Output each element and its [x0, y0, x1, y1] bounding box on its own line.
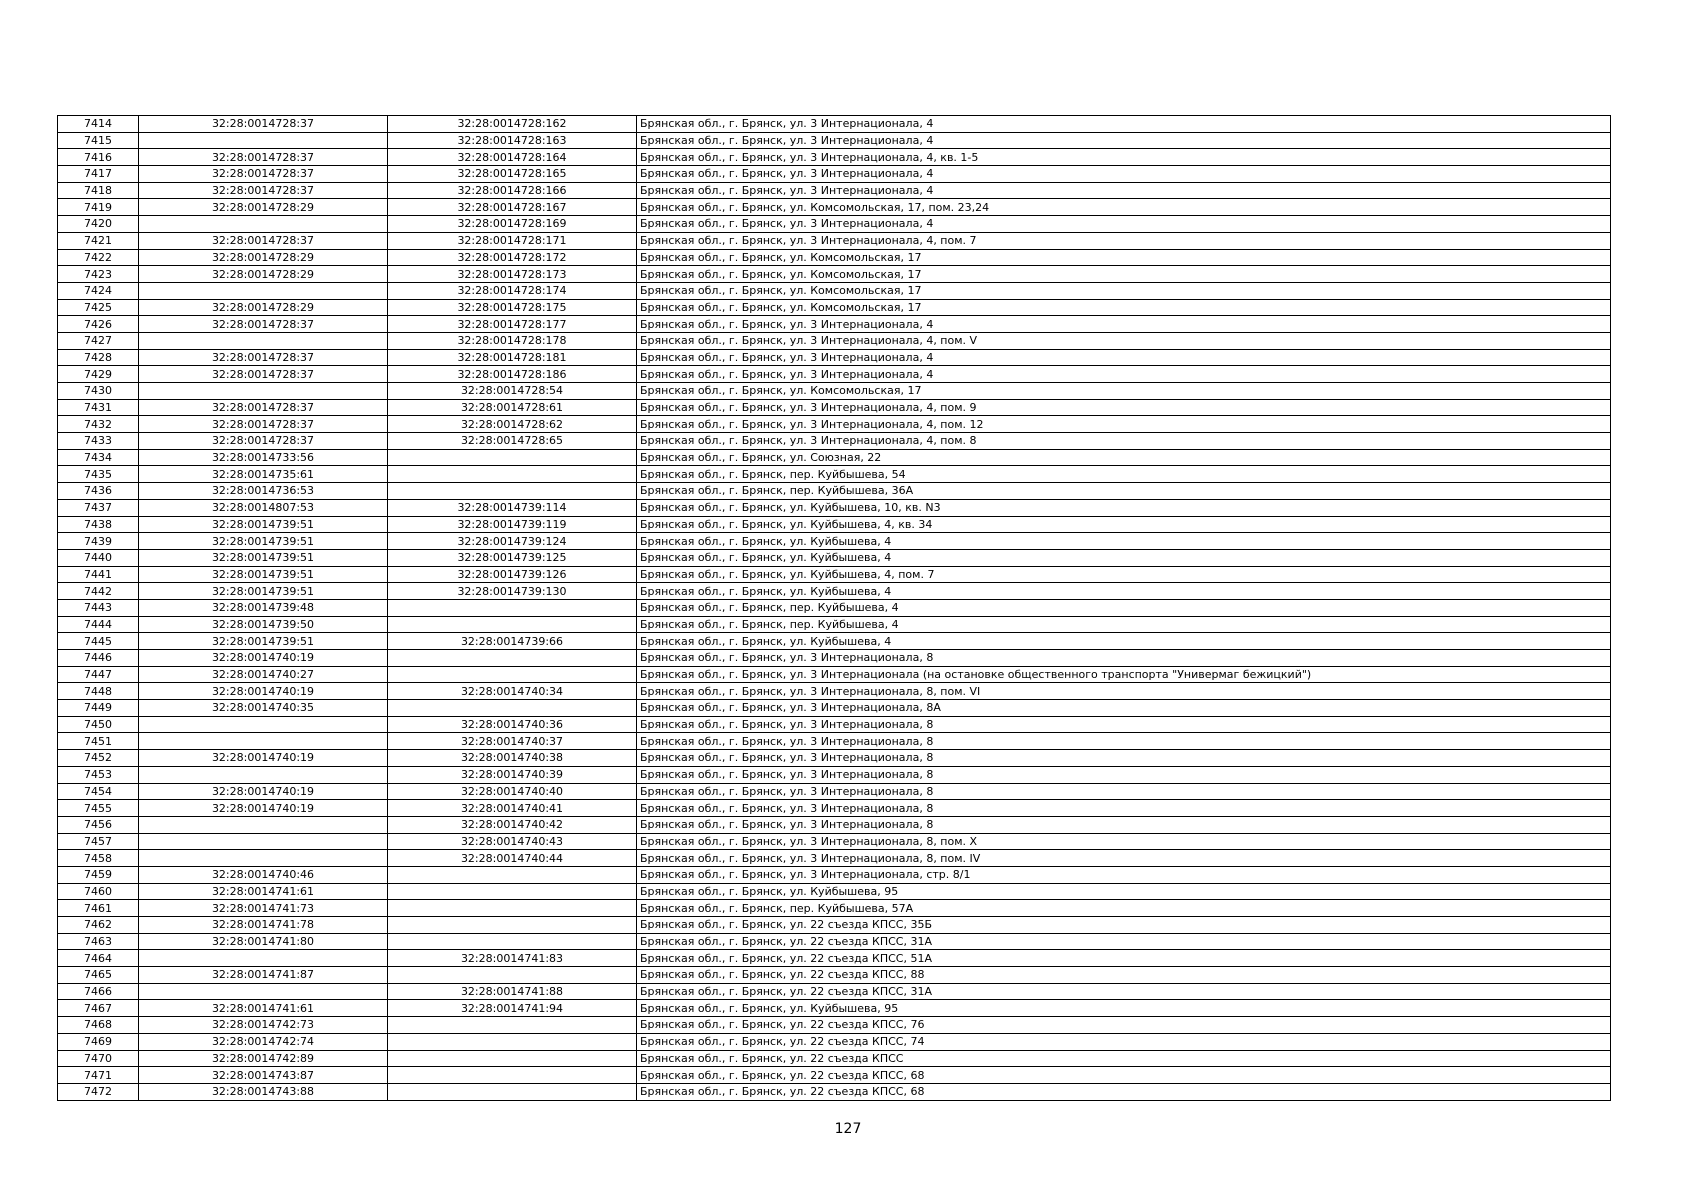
- parent-cadastral-cell: 32:28:0014743:88: [139, 1083, 388, 1100]
- row-number-cell: 7470: [58, 1050, 139, 1067]
- cadastral-number-cell: 32:28:0014739:130: [388, 583, 637, 600]
- parent-cadastral-cell: 32:28:0014741:61: [139, 1000, 388, 1017]
- parent-cadastral-cell: [139, 816, 388, 833]
- address-cell: Брянская обл., г. Брянск, ул. Куйбышева, 4: [637, 533, 1611, 550]
- registry-table-body: [58, 116, 1611, 1101]
- parent-cadastral-cell: 32:28:0014728:29: [139, 266, 388, 283]
- row-number-cell: 7422: [58, 249, 139, 266]
- table-row: [58, 249, 1611, 266]
- cadastral-number-cell: 32:28:0014741:88: [388, 983, 637, 1000]
- parent-cadastral-cell: 32:28:0014742:74: [139, 1033, 388, 1050]
- row-number-cell: 7431: [58, 399, 139, 416]
- parent-cadastral-cell: [139, 383, 388, 400]
- address-cell: Брянская обл., г. Брянск, ул. 22 съезда КПСС, 31А: [637, 933, 1611, 950]
- table-row: [58, 216, 1611, 233]
- table-row: [58, 566, 1611, 583]
- parent-cadastral-cell: [139, 282, 388, 299]
- address-cell: Брянская обл., г. Брянск, ул. 3 Интернационала, 4: [637, 182, 1611, 199]
- row-number-cell: 7420: [58, 216, 139, 233]
- row-number-cell: 7452: [58, 750, 139, 767]
- row-number-cell: 7426: [58, 316, 139, 333]
- parent-cadastral-cell: 32:28:0014739:48: [139, 599, 388, 616]
- row-number-cell: 7461: [58, 900, 139, 917]
- cadastral-number-cell: 32:28:0014728:54: [388, 383, 637, 400]
- cadastral-number-cell: [388, 1050, 637, 1067]
- cadastral-number-cell: 32:28:0014739:119: [388, 516, 637, 533]
- parent-cadastral-cell: 32:28:0014741:73: [139, 900, 388, 917]
- address-cell: Брянская обл., г. Брянск, ул. 3 Интернационала, 8А: [637, 700, 1611, 717]
- address-cell: Брянская обл., г. Брянск, ул. Куйбышева, 4: [637, 633, 1611, 650]
- parent-cadastral-cell: [139, 132, 388, 149]
- address-cell: Брянская обл., г. Брянск, ул. 22 съезда КПСС, 35Б: [637, 917, 1611, 934]
- row-number-cell: 7466: [58, 983, 139, 1000]
- table-row: [58, 766, 1611, 783]
- address-cell: Брянская обл., г. Брянск, ул. 3 Интернационала, 8, пом. VI: [637, 683, 1611, 700]
- row-number-cell: 7428: [58, 349, 139, 366]
- row-number-cell: 7414: [58, 116, 139, 133]
- address-cell: Брянская обл., г. Брянск, пер. Куйбышева, 4: [637, 616, 1611, 633]
- parent-cadastral-cell: [139, 983, 388, 1000]
- table-row: [58, 132, 1611, 149]
- row-number-cell: 7415: [58, 132, 139, 149]
- row-number-cell: 7416: [58, 149, 139, 166]
- cadastral-number-cell: 32:28:0014739:125: [388, 549, 637, 566]
- table-row: [58, 900, 1611, 917]
- cadastral-number-cell: [388, 866, 637, 883]
- address-cell: Брянская обл., г. Брянск, ул. 22 съезда КПСС, 68: [637, 1067, 1611, 1084]
- row-number-cell: 7472: [58, 1083, 139, 1100]
- parent-cadastral-cell: 32:28:0014728:29: [139, 199, 388, 216]
- table-row: [58, 332, 1611, 349]
- table-row: [58, 599, 1611, 616]
- row-number-cell: 7463: [58, 933, 139, 950]
- row-number-cell: 7433: [58, 433, 139, 450]
- table-row: [58, 733, 1611, 750]
- parent-cadastral-cell: 32:28:0014740:35: [139, 700, 388, 717]
- address-cell: Брянская обл., г. Брянск, ул. 22 съезда КПСС, 31А: [637, 983, 1611, 1000]
- parent-cadastral-cell: [139, 332, 388, 349]
- table-row: [58, 816, 1611, 833]
- address-cell: Брянская обл., г. Брянск, ул. Куйбышева, 4, кв. 34: [637, 516, 1611, 533]
- row-number-cell: 7471: [58, 1067, 139, 1084]
- cadastral-number-cell: [388, 1017, 637, 1034]
- parent-cadastral-cell: 32:28:0014739:50: [139, 616, 388, 633]
- parent-cadastral-cell: 32:28:0014741:61: [139, 883, 388, 900]
- table-row: [58, 833, 1611, 850]
- table-row: [58, 666, 1611, 683]
- address-cell: Брянская обл., г. Брянск, ул. Куйбышева, 4: [637, 549, 1611, 566]
- table-row: [58, 650, 1611, 667]
- address-cell: Брянская обл., г. Брянск, ул. 3 Интернационала, стр. 8/1: [637, 866, 1611, 883]
- address-cell: Брянская обл., г. Брянск, ул. 3 Интернационала, 8: [637, 716, 1611, 733]
- table-row: [58, 883, 1611, 900]
- table-row: [58, 232, 1611, 249]
- address-cell: Брянская обл., г. Брянск, ул. 3 Интернационала, 8: [637, 766, 1611, 783]
- row-number-cell: 7417: [58, 166, 139, 183]
- parent-cadastral-cell: 32:28:0014736:53: [139, 483, 388, 500]
- table-row: [58, 950, 1611, 967]
- cadastral-number-cell: 32:28:0014740:44: [388, 850, 637, 867]
- table-row: [58, 967, 1611, 984]
- table-row: [58, 583, 1611, 600]
- table-row: [58, 783, 1611, 800]
- table-row: [58, 1067, 1611, 1084]
- address-cell: Брянская обл., г. Брянск, ул. 3 Интернационала, 4, пом. 7: [637, 232, 1611, 249]
- parent-cadastral-cell: 32:28:0014728:29: [139, 299, 388, 316]
- cadastral-number-cell: 32:28:0014728:172: [388, 249, 637, 266]
- address-cell: Брянская обл., г. Брянск, пер. Куйбышева, 36А: [637, 483, 1611, 500]
- cadastral-number-cell: 32:28:0014740:38: [388, 750, 637, 767]
- address-cell: Брянская обл., г. Брянск, ул. 3 Интернационала, 8, пом. X: [637, 833, 1611, 850]
- row-number-cell: 7424: [58, 282, 139, 299]
- address-cell: Брянская обл., г. Брянск, пер. Куйбышева, 4: [637, 599, 1611, 616]
- table-row: [58, 1083, 1611, 1100]
- table-row: [58, 1033, 1611, 1050]
- table-row: [58, 383, 1611, 400]
- address-cell: Брянская обл., г. Брянск, ул. 3 Интернационала (на остановке общественного транспорта "Универмаг бежицкий"): [637, 666, 1611, 683]
- row-number-cell: 7437: [58, 499, 139, 516]
- table-row: [58, 616, 1611, 633]
- parent-cadastral-cell: 32:28:0014728:37: [139, 149, 388, 166]
- cadastral-number-cell: [388, 917, 637, 934]
- table-row: [58, 166, 1611, 183]
- cadastral-number-cell: 32:28:0014728:181: [388, 349, 637, 366]
- table-row: [58, 199, 1611, 216]
- parent-cadastral-cell: 32:28:0014728:37: [139, 349, 388, 366]
- parent-cadastral-cell: 32:28:0014807:53: [139, 499, 388, 516]
- parent-cadastral-cell: 32:28:0014728:37: [139, 182, 388, 199]
- cadastral-number-cell: 32:28:0014739:124: [388, 533, 637, 550]
- cadastral-number-cell: [388, 1067, 637, 1084]
- parent-cadastral-cell: [139, 950, 388, 967]
- parent-cadastral-cell: 32:28:0014740:19: [139, 683, 388, 700]
- parent-cadastral-cell: 32:28:0014728:37: [139, 399, 388, 416]
- address-cell: Брянская обл., г. Брянск, ул. 22 съезда КПСС, 74: [637, 1033, 1611, 1050]
- row-number-cell: 7451: [58, 733, 139, 750]
- address-cell: Брянская обл., г. Брянск, ул. 22 съезда КПСС, 68: [637, 1083, 1611, 1100]
- row-number-cell: 7468: [58, 1017, 139, 1034]
- row-number-cell: 7458: [58, 850, 139, 867]
- row-number-cell: 7419: [58, 199, 139, 216]
- row-number-cell: 7460: [58, 883, 139, 900]
- cadastral-number-cell: 32:28:0014739:114: [388, 499, 637, 516]
- row-number-cell: 7449: [58, 700, 139, 717]
- address-cell: Брянская обл., г. Брянск, ул. Куйбышева, 10, кв. N3: [637, 499, 1611, 516]
- cadastral-number-cell: 32:28:0014728:178: [388, 332, 637, 349]
- table-row: [58, 416, 1611, 433]
- table-row: [58, 1050, 1611, 1067]
- table-row: [58, 917, 1611, 934]
- table-row: [58, 533, 1611, 550]
- row-number-cell: 7442: [58, 583, 139, 600]
- cadastral-number-cell: 32:28:0014740:42: [388, 816, 637, 833]
- parent-cadastral-cell: 32:28:0014740:19: [139, 750, 388, 767]
- address-cell: Брянская обл., г. Брянск, ул. 3 Интернационала, 4: [637, 132, 1611, 149]
- table-row: [58, 750, 1611, 767]
- parent-cadastral-cell: 32:28:0014728:37: [139, 232, 388, 249]
- cadastral-number-cell: [388, 967, 637, 984]
- table-row: [58, 499, 1611, 516]
- registry-table: [57, 115, 1611, 1101]
- cadastral-number-cell: [388, 900, 637, 917]
- cadastral-number-cell: 32:28:0014741:83: [388, 950, 637, 967]
- cadastral-number-cell: 32:28:0014740:34: [388, 683, 637, 700]
- cadastral-number-cell: 32:28:0014728:171: [388, 232, 637, 249]
- address-cell: Брянская обл., г. Брянск, ул. 22 съезда КПСС, 51А: [637, 950, 1611, 967]
- address-cell: Брянская обл., г. Брянск, ул. 22 съезда КПСС, 76: [637, 1017, 1611, 1034]
- parent-cadastral-cell: 32:28:0014741:78: [139, 917, 388, 934]
- cadastral-number-cell: [388, 700, 637, 717]
- parent-cadastral-cell: 32:28:0014735:61: [139, 466, 388, 483]
- address-cell: Брянская обл., г. Брянск, ул. 3 Интернационала, 4, пом. 12: [637, 416, 1611, 433]
- parent-cadastral-cell: 32:28:0014743:87: [139, 1067, 388, 1084]
- table-row: [58, 299, 1611, 316]
- cadastral-number-cell: [388, 599, 637, 616]
- address-cell: Брянская обл., г. Брянск, ул. 3 Интернационала, 4: [637, 216, 1611, 233]
- table-row: [58, 349, 1611, 366]
- row-number-cell: 7456: [58, 816, 139, 833]
- address-cell: Брянская обл., г. Брянск, ул. Комсомольская, 17: [637, 249, 1611, 266]
- address-cell: Брянская обл., г. Брянск, ул. 3 Интернационала, 8: [637, 816, 1611, 833]
- row-number-cell: 7429: [58, 366, 139, 383]
- parent-cadastral-cell: 32:28:0014733:56: [139, 449, 388, 466]
- cadastral-number-cell: [388, 883, 637, 900]
- row-number-cell: 7457: [58, 833, 139, 850]
- row-number-cell: 7453: [58, 766, 139, 783]
- cadastral-number-cell: 32:28:0014740:41: [388, 800, 637, 817]
- address-cell: Брянская обл., г. Брянск, ул. 22 съезда КПСС: [637, 1050, 1611, 1067]
- address-cell: Брянская обл., г. Брянск, пер. Куйбышева, 57А: [637, 900, 1611, 917]
- address-cell: Брянская обл., г. Брянск, ул. Комсомольская, 17: [637, 383, 1611, 400]
- cadastral-number-cell: 32:28:0014728:61: [388, 399, 637, 416]
- row-number-cell: 7459: [58, 866, 139, 883]
- parent-cadastral-cell: 32:28:0014739:51: [139, 566, 388, 583]
- table-row: [58, 483, 1611, 500]
- parent-cadastral-cell: 32:28:0014728:37: [139, 316, 388, 333]
- table-row: [58, 449, 1611, 466]
- row-number-cell: 7430: [58, 383, 139, 400]
- table-row: [58, 1017, 1611, 1034]
- table-row: [58, 116, 1611, 133]
- row-number-cell: 7439: [58, 533, 139, 550]
- address-cell: Брянская обл., г. Брянск, ул. 3 Интернационала, 8: [637, 783, 1611, 800]
- table-row: [58, 316, 1611, 333]
- row-number-cell: 7467: [58, 1000, 139, 1017]
- table-row: [58, 850, 1611, 867]
- address-cell: Брянская обл., г. Брянск, ул. 3 Интернационала, 4, пом. 8: [637, 433, 1611, 450]
- parent-cadastral-cell: 32:28:0014728:37: [139, 433, 388, 450]
- row-number-cell: 7423: [58, 266, 139, 283]
- row-number-cell: 7445: [58, 633, 139, 650]
- row-number-cell: 7425: [58, 299, 139, 316]
- address-cell: Брянская обл., г. Брянск, ул. 3 Интернационала, 4, пом. 9: [637, 399, 1611, 416]
- table-row: [58, 1000, 1611, 1017]
- parent-cadastral-cell: 32:28:0014740:19: [139, 800, 388, 817]
- address-cell: Брянская обл., г. Брянск, ул. Комсомольская, 17: [637, 299, 1611, 316]
- cadastral-number-cell: 32:28:0014728:164: [388, 149, 637, 166]
- cadastral-number-cell: 32:28:0014728:165: [388, 166, 637, 183]
- parent-cadastral-cell: 32:28:0014739:51: [139, 633, 388, 650]
- address-cell: Брянская обл., г. Брянск, ул. Куйбышева, 4, пом. 7: [637, 566, 1611, 583]
- parent-cadastral-cell: [139, 850, 388, 867]
- parent-cadastral-cell: [139, 766, 388, 783]
- row-number-cell: 7438: [58, 516, 139, 533]
- cadastral-number-cell: 32:28:0014728:167: [388, 199, 637, 216]
- row-number-cell: 7450: [58, 716, 139, 733]
- address-cell: Брянская обл., г. Брянск, ул. Куйбышева, 95: [637, 883, 1611, 900]
- row-number-cell: 7447: [58, 666, 139, 683]
- cadastral-number-cell: 32:28:0014728:166: [388, 182, 637, 199]
- parent-cadastral-cell: [139, 833, 388, 850]
- parent-cadastral-cell: [139, 716, 388, 733]
- table-row: [58, 266, 1611, 283]
- cadastral-number-cell: 32:28:0014739:66: [388, 633, 637, 650]
- row-number-cell: 7469: [58, 1033, 139, 1050]
- cadastral-number-cell: [388, 616, 637, 633]
- cadastral-number-cell: 32:28:0014728:65: [388, 433, 637, 450]
- parent-cadastral-cell: 32:28:0014728:37: [139, 416, 388, 433]
- address-cell: Брянская обл., г. Брянск, ул. 3 Интернационала, 8: [637, 800, 1611, 817]
- address-cell: Брянская обл., г. Брянск, ул. 3 Интернационала, 8, пом. IV: [637, 850, 1611, 867]
- address-cell: Брянская обл., г. Брянск, ул. Куйбышева, 95: [637, 1000, 1611, 1017]
- row-number-cell: 7448: [58, 683, 139, 700]
- parent-cadastral-cell: 32:28:0014740:19: [139, 783, 388, 800]
- cadastral-number-cell: 32:28:0014728:162: [388, 116, 637, 133]
- cadastral-number-cell: 32:28:0014740:36: [388, 716, 637, 733]
- cadastral-number-cell: 32:28:0014740:43: [388, 833, 637, 850]
- table-row: [58, 633, 1611, 650]
- address-cell: Брянская обл., г. Брянск, ул. 3 Интернационала, 4: [637, 349, 1611, 366]
- address-cell: Брянская обл., г. Брянск, ул. 3 Интернационала, 4: [637, 116, 1611, 133]
- row-number-cell: 7462: [58, 917, 139, 934]
- parent-cadastral-cell: 32:28:0014739:51: [139, 549, 388, 566]
- row-number-cell: 7443: [58, 599, 139, 616]
- address-cell: Брянская обл., г. Брянск, ул. Комсомольская, 17, пом. 23,24: [637, 199, 1611, 216]
- cadastral-number-cell: 32:28:0014728:163: [388, 132, 637, 149]
- cadastral-number-cell: [388, 449, 637, 466]
- row-number-cell: 7446: [58, 650, 139, 667]
- table-row: [58, 433, 1611, 450]
- table-row: [58, 549, 1611, 566]
- address-cell: Брянская обл., г. Брянск, ул. Куйбышева, 4: [637, 583, 1611, 600]
- table-row: [58, 716, 1611, 733]
- table-row: [58, 933, 1611, 950]
- cadastral-number-cell: 32:28:0014740:37: [388, 733, 637, 750]
- table-row: [58, 866, 1611, 883]
- cadastral-number-cell: [388, 666, 637, 683]
- address-cell: Брянская обл., г. Брянск, ул. 3 Интернационала, 8: [637, 650, 1611, 667]
- cadastral-number-cell: 32:28:0014728:177: [388, 316, 637, 333]
- parent-cadastral-cell: 32:28:0014728:37: [139, 116, 388, 133]
- parent-cadastral-cell: 32:28:0014728:37: [139, 166, 388, 183]
- address-cell: Брянская обл., г. Брянск, ул. Союзная, 22: [637, 449, 1611, 466]
- cadastral-number-cell: [388, 466, 637, 483]
- parent-cadastral-cell: 32:28:0014742:89: [139, 1050, 388, 1067]
- table-row: [58, 516, 1611, 533]
- table-row: [58, 466, 1611, 483]
- row-number-cell: 7440: [58, 549, 139, 566]
- table-row: [58, 149, 1611, 166]
- row-number-cell: 7444: [58, 616, 139, 633]
- address-cell: Брянская обл., г. Брянск, ул. 22 съезда КПСС, 88: [637, 967, 1611, 984]
- row-number-cell: 7454: [58, 783, 139, 800]
- cadastral-number-cell: 32:28:0014728:173: [388, 266, 637, 283]
- parent-cadastral-cell: 32:28:0014739:51: [139, 516, 388, 533]
- row-number-cell: 7427: [58, 332, 139, 349]
- parent-cadastral-cell: 32:28:0014739:51: [139, 533, 388, 550]
- address-cell: Брянская обл., г. Брянск, ул. 3 Интернационала, 8: [637, 750, 1611, 767]
- cadastral-number-cell: 32:28:0014739:126: [388, 566, 637, 583]
- cadastral-number-cell: 32:28:0014740:39: [388, 766, 637, 783]
- cadastral-number-cell: 32:28:0014728:174: [388, 282, 637, 299]
- page-number: 127: [834, 1121, 862, 1137]
- address-cell: Брянская обл., г. Брянск, ул. 3 Интернационала, 4, пом. V: [637, 332, 1611, 349]
- parent-cadastral-cell: 32:28:0014741:80: [139, 933, 388, 950]
- row-number-cell: 7441: [58, 566, 139, 583]
- parent-cadastral-cell: [139, 216, 388, 233]
- table-row: [58, 800, 1611, 817]
- address-cell: Брянская обл., г. Брянск, ул. 3 Интернационала, 4: [637, 166, 1611, 183]
- cadastral-number-cell: 32:28:0014728:186: [388, 366, 637, 383]
- table-row: [58, 399, 1611, 416]
- table-row: [58, 683, 1611, 700]
- address-cell: Брянская обл., г. Брянск, пер. Куйбышева, 54: [637, 466, 1611, 483]
- parent-cadastral-cell: 32:28:0014742:73: [139, 1017, 388, 1034]
- address-cell: Брянская обл., г. Брянск, ул. Комсомольская, 17: [637, 282, 1611, 299]
- address-cell: Брянская обл., г. Брянск, ул. 3 Интернационала, 4, кв. 1-5: [637, 149, 1611, 166]
- cadastral-number-cell: 32:28:0014740:40: [388, 783, 637, 800]
- address-cell: Брянская обл., г. Брянск, ул. 3 Интернационала, 8: [637, 733, 1611, 750]
- table-row: [58, 983, 1611, 1000]
- cadastral-number-cell: [388, 650, 637, 667]
- row-number-cell: 7436: [58, 483, 139, 500]
- row-number-cell: 7435: [58, 466, 139, 483]
- parent-cadastral-cell: 32:28:0014740:46: [139, 866, 388, 883]
- row-number-cell: 7434: [58, 449, 139, 466]
- parent-cadastral-cell: 32:28:0014728:29: [139, 249, 388, 266]
- parent-cadastral-cell: 32:28:0014740:19: [139, 650, 388, 667]
- cadastral-number-cell: 32:28:0014728:175: [388, 299, 637, 316]
- parent-cadastral-cell: 32:28:0014740:27: [139, 666, 388, 683]
- cadastral-number-cell: [388, 933, 637, 950]
- row-number-cell: 7464: [58, 950, 139, 967]
- address-cell: Брянская обл., г. Брянск, ул. 3 Интернационала, 4: [637, 316, 1611, 333]
- table-row: [58, 700, 1611, 717]
- cadastral-number-cell: 32:28:0014728:62: [388, 416, 637, 433]
- cadastral-number-cell: 32:28:0014741:94: [388, 1000, 637, 1017]
- cadastral-number-cell: [388, 1083, 637, 1100]
- row-number-cell: 7465: [58, 967, 139, 984]
- row-number-cell: 7418: [58, 182, 139, 199]
- cadastral-number-cell: [388, 1033, 637, 1050]
- table-row: [58, 366, 1611, 383]
- table-row: [58, 282, 1611, 299]
- row-number-cell: 7455: [58, 800, 139, 817]
- parent-cadastral-cell: 32:28:0014728:37: [139, 366, 388, 383]
- cadastral-number-cell: 32:28:0014728:169: [388, 216, 637, 233]
- address-cell: Брянская обл., г. Брянск, ул. 3 Интернационала, 4: [637, 366, 1611, 383]
- row-number-cell: 7421: [58, 232, 139, 249]
- address-cell: Брянская обл., г. Брянск, ул. Комсомольская, 17: [637, 266, 1611, 283]
- table-row: [58, 182, 1611, 199]
- parent-cadastral-cell: 32:28:0014739:51: [139, 583, 388, 600]
- cadastral-number-cell: [388, 483, 637, 500]
- parent-cadastral-cell: 32:28:0014741:87: [139, 967, 388, 984]
- parent-cadastral-cell: [139, 733, 388, 750]
- row-number-cell: 7432: [58, 416, 139, 433]
